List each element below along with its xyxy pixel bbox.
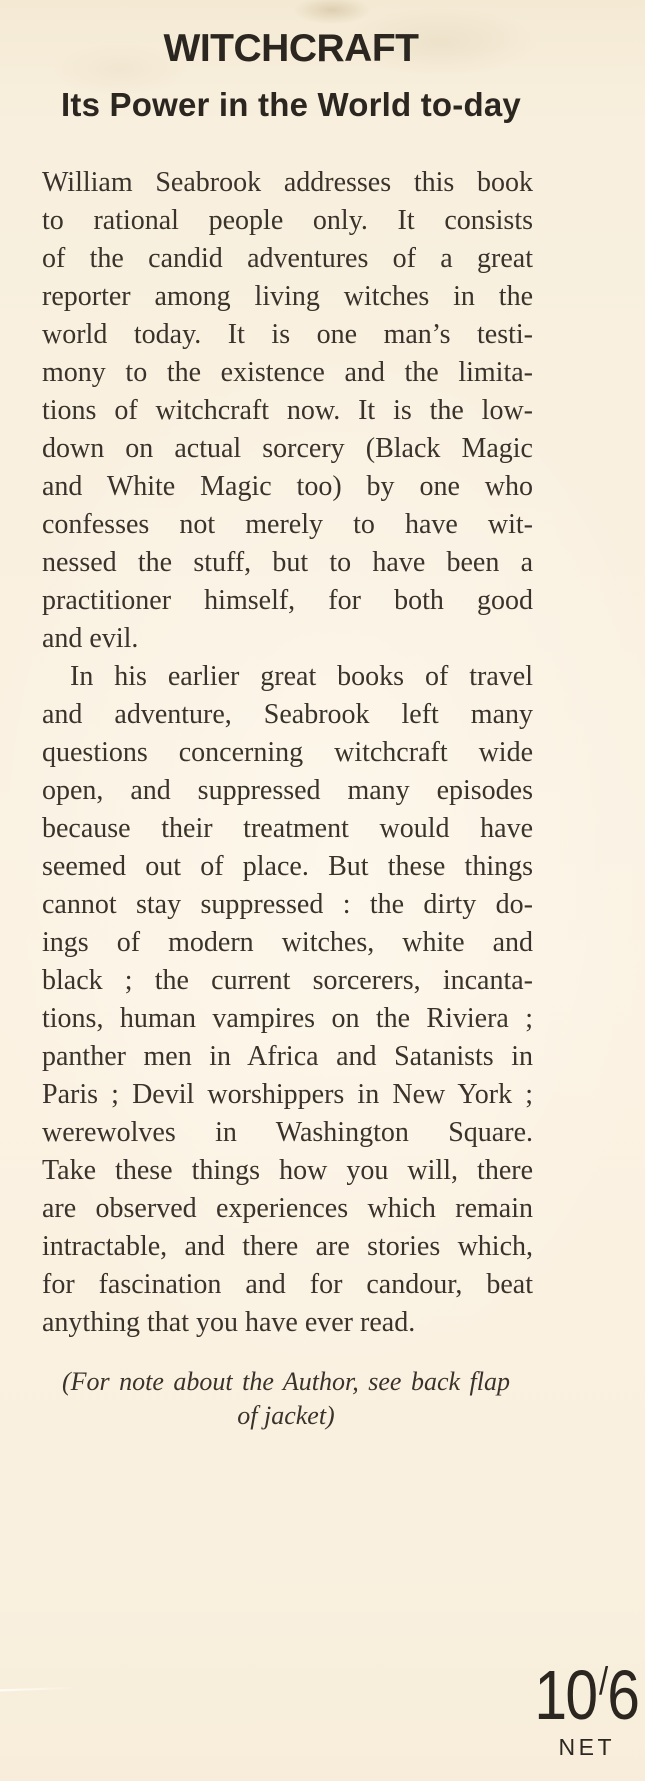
- book-subtitle: Its Power in the World to-day: [61, 86, 521, 123]
- text-line: In his earlier great books of travel: [70, 661, 533, 692]
- text-line: to rational people only. It consists: [42, 205, 533, 236]
- book-title: WITCHCRAFT: [163, 27, 419, 70]
- text-line: confesses not merely to have wit-: [42, 509, 533, 540]
- text-line: ings of modern witches, white and: [42, 927, 533, 958]
- price-net-label: NET: [558, 1734, 615, 1760]
- text-line: nessed the stuff, but to have been a: [42, 547, 533, 578]
- text-line: down on actual sorcery (Black Magic: [42, 433, 533, 464]
- text-line: werewolves in Washington Square.: [42, 1117, 533, 1148]
- text-line: and adventure, Seabrook left many: [42, 699, 533, 730]
- text-line: anything that you have ever read.: [42, 1307, 416, 1338]
- text-line: Paris ; Devil worshippers in New York ;: [42, 1079, 533, 1110]
- text-line: and White Magic too) by one who: [42, 471, 533, 502]
- text-line: tions of witchcraft now. It is the low-: [42, 395, 533, 426]
- text-line: panther men in Africa and Satanists in: [42, 1041, 533, 1072]
- text-line: cannot stay suppressed : the dirty do-: [42, 889, 533, 920]
- text-line: world today. It is one man’s testi-: [42, 319, 533, 350]
- price-block: [425, 1656, 645, 1760]
- note-line: (For note about the Author, see back flap: [62, 1367, 510, 1396]
- text-line: of the candid adventures of a great: [42, 243, 533, 274]
- text-line: are observed experiences which remain: [42, 1193, 533, 1224]
- text-line: because their treatment would have: [42, 813, 533, 844]
- body-text: [42, 164, 533, 1342]
- price-amount: [460, 1656, 645, 1734]
- text-line: William Seabrook addresses this book: [42, 167, 533, 198]
- price-pence: 6: [607, 1656, 639, 1734]
- text-line: tions, human vampires on the Riviera ;: [42, 1003, 533, 1034]
- text-line: for fascination and for candour, beat: [42, 1269, 533, 1300]
- price-shillings: 10: [534, 1656, 597, 1734]
- text-line: practitioner himself, for both good: [42, 585, 533, 616]
- text-line: open, and suppressed many episodes: [42, 775, 533, 806]
- text-line: Take these things how you will, there: [42, 1155, 533, 1186]
- author-note: [62, 1365, 510, 1433]
- text-line: reporter among living witches in the: [42, 281, 533, 312]
- text-line: questions concerning witchcraft wide: [42, 737, 533, 768]
- text-line: and evil.: [42, 623, 139, 654]
- text-line: seemed out of place. But these things: [42, 851, 533, 882]
- note-line: of jacket): [237, 1401, 335, 1430]
- text-line: black ; the current sorcerers, incanta-: [42, 965, 533, 996]
- price-separator: /: [598, 1660, 607, 1704]
- text-line: mony to the existence and the limita-: [42, 357, 533, 388]
- text-line: intractable, and there are stories which,: [42, 1231, 533, 1262]
